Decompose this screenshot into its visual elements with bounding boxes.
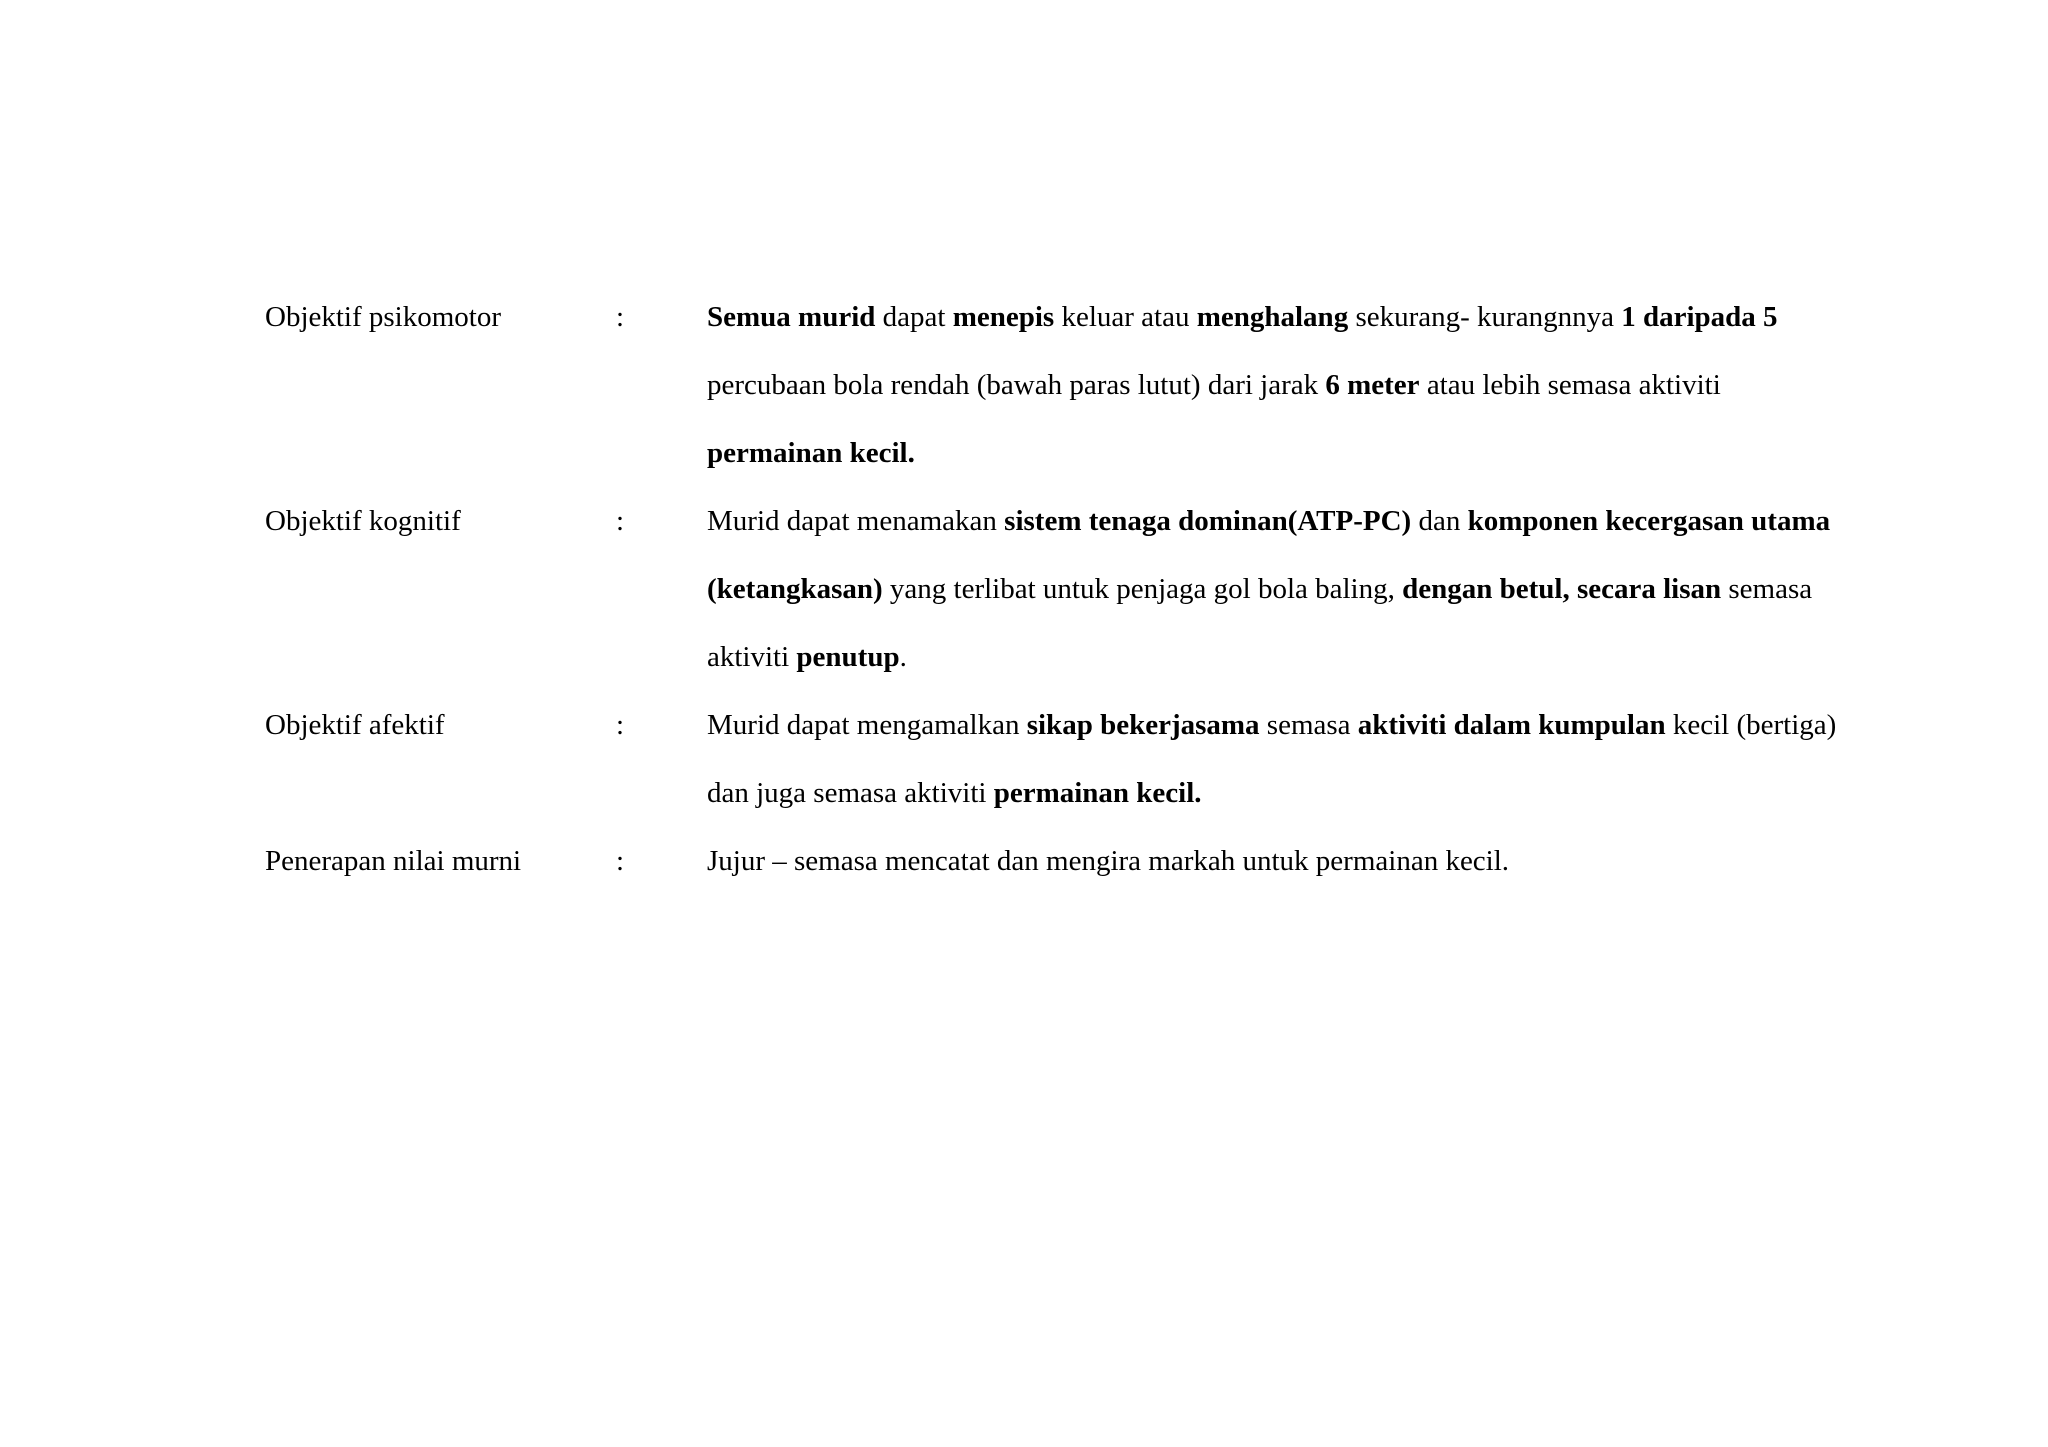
text-segment: aktiviti (707, 641, 797, 673)
bold-segment: 6 meter (1325, 369, 1420, 401)
text-segment: semasa (1259, 709, 1358, 741)
bold-segment: menghalang (1196, 301, 1349, 333)
bold-segment: permainan kecil. (707, 437, 915, 469)
objective-text (707, 283, 1867, 487)
bold-segment: dengan betul, secara lisan (1402, 573, 1722, 605)
bold-segment: menepis (952, 301, 1055, 333)
text-segment: dan (1411, 505, 1468, 537)
text-segment: Murid dapat mengamalkan (707, 709, 1027, 741)
bold-segment: (ketangkasan) (707, 573, 883, 605)
text-segment: sekurang- kurangnnya (1348, 301, 1622, 333)
text-line (707, 351, 1867, 419)
text-segment: . (899, 641, 907, 673)
objective-text (707, 827, 1867, 895)
text-segment: dapat (875, 301, 953, 333)
bold-segment: 1 daripada 5 (1621, 301, 1778, 333)
label-colon: : (616, 709, 625, 741)
text-line (707, 419, 1867, 487)
objective-label: Penerapan nilai murni (265, 845, 522, 877)
label-colon: : (616, 505, 625, 537)
objective-label: Objektif psikomotor (265, 301, 502, 333)
text-line (707, 555, 1867, 623)
bold-segment: permainan kecil. (993, 777, 1202, 809)
text-segment: Jujur – semasa mencatat dan mengira markah untuk permainan kecil. (707, 845, 1510, 877)
text-segment: dan juga semasa aktiviti (707, 777, 994, 809)
objective-row-psikomotor (265, 283, 1865, 487)
objective-row-afektif (265, 691, 1865, 827)
label-colon: : (616, 301, 625, 333)
objective-row-nilai-murni (265, 827, 1865, 895)
objective-label: Objektif kognitif (265, 505, 461, 537)
text-segment: atau lebih semasa aktiviti (1419, 369, 1721, 401)
bold-segment: aktiviti dalam kumpulan (1357, 709, 1666, 741)
objective-text (707, 691, 1867, 827)
text-segment: percubaan bola rendah (bawah paras lutut) dari jarak (707, 369, 1326, 401)
objective-text (707, 487, 1867, 691)
objective-row-kognitif (265, 487, 1865, 691)
bold-segment: Semua murid (707, 301, 876, 333)
text-line (707, 691, 1867, 759)
objective-label: Objektif afektif (265, 709, 445, 741)
text-line (707, 283, 1867, 351)
text-line (707, 487, 1867, 555)
text-segment: kecil (bertiga) (1665, 709, 1837, 741)
text-line (707, 759, 1867, 827)
text-segment: Murid dapat menamakan (707, 505, 1005, 537)
bold-segment: sikap bekerjasama (1026, 709, 1260, 741)
label-colon: : (616, 845, 625, 877)
objectives-list (265, 283, 1865, 895)
text-line (707, 623, 1867, 691)
text-segment: yang terlibat untuk penjaga gol bola baling, (882, 573, 1403, 605)
bold-segment: komponen kecergasan utama (1467, 505, 1831, 537)
bold-segment: penutup (796, 641, 900, 673)
text-segment: keluar atau (1054, 301, 1197, 333)
bold-segment: sistem tenaga dominan(ATP-PC) (1004, 505, 1412, 537)
text-segment: semasa (1721, 573, 1813, 605)
text-line (707, 827, 1867, 895)
